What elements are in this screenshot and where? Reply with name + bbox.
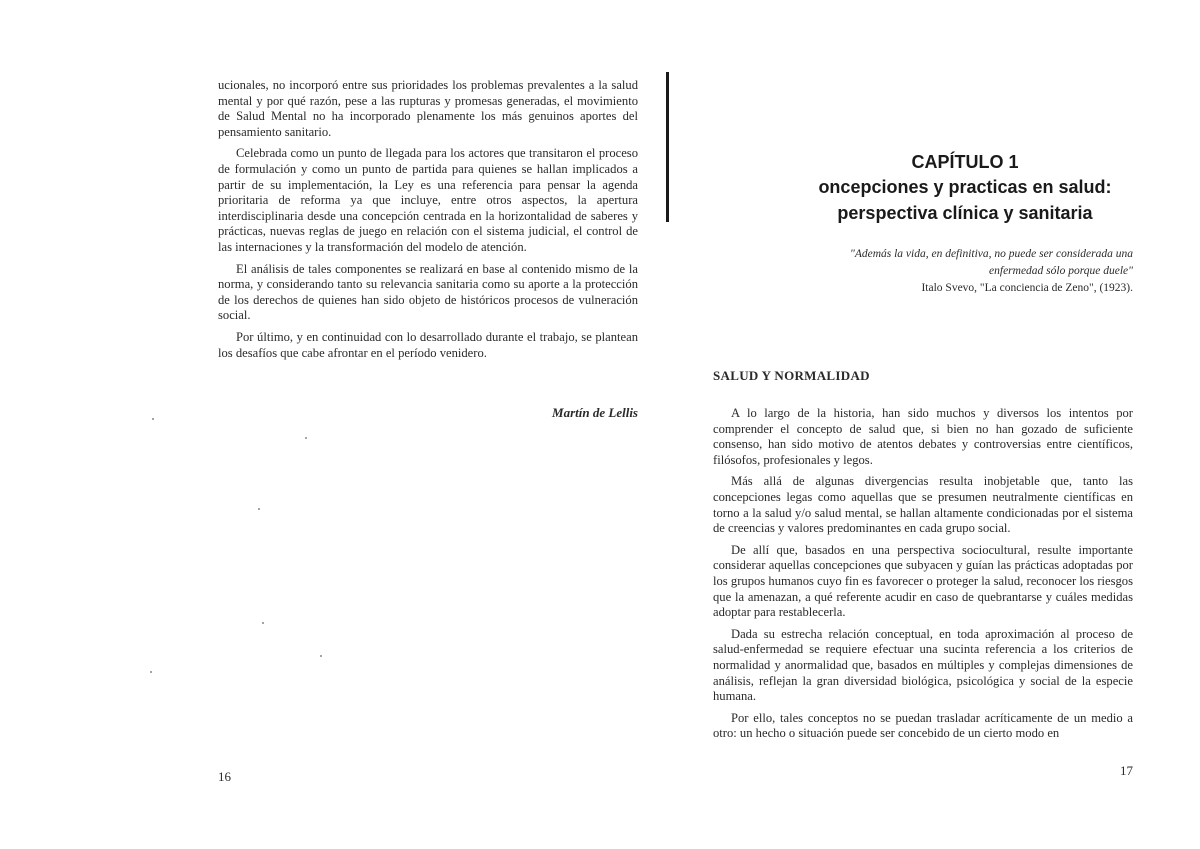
paragraph: ucionales, no incorporó entre sus prioridades los problemas prevalentes a la salud mental y por qué razón, pese a las rupturas y promesas generadas, el movimiento de Salud Mental no ha incorporado plenamente los más genuinos aportes del pensamiento sanitario.	[218, 78, 638, 139]
paragraph: Dada su estrecha relación conceptual, en toda aproximación al proceso de salud-enfermedad se requiere efectuar una sucinta referencia a los criterios de normalidad y anormalidad que, basados en múltiples y complejas dimensiones de análisis, reflejan la gran diversidad biológica, psicológica y social de la especie humana.	[713, 626, 1133, 704]
section-title: SALUD Y NORMALIDAD	[713, 368, 870, 383]
paragraph: Por ello, tales conceptos no se puedan trasladar acríticamente de un medio a otro: un hecho o situación puede ser concebido de un cierto modo en	[713, 710, 1133, 741]
chapter-number: CAPÍTULO 1	[911, 152, 1019, 172]
scan-speck	[152, 418, 154, 420]
page-number: 16	[218, 769, 231, 784]
scan-speck	[305, 437, 307, 439]
epigraph-quote-line: "Además la vida, en definitiva, no puede ser considerada una	[849, 248, 1133, 260]
right-page-body	[713, 406, 1133, 748]
epigraph-author: Italo Svevo, "La conciencia de Zeno", (1923).	[921, 282, 1133, 294]
chapter-title-line: oncepciones y practicas en salud:	[818, 177, 1112, 197]
scan-speck	[258, 508, 260, 510]
epigraph	[770, 246, 1133, 297]
right-page	[670, 0, 1200, 849]
epigraph-quote-line: enfermedad sólo porque duele"	[989, 265, 1133, 277]
paragraph: Celebrada como un punto de llegada para los actores que transitaron el proceso de formulación y como un punto de partida para quienes se hallan implicados a partir de su implementación, la Ley es una referencia para pensar la agenda prioritaria de reforma ya que incluye, entre otros aspectos, la apertura interdisciplinaria desde una concepción centrada en la horizontalidad de saberes y prácticas, nuevas reglas de juego en relación con el sistema judicial, el control de las internaciones y la transformación del modelo de atención.	[218, 146, 638, 254]
paragraph: A lo largo de la historia, han sido muchos y diversos los intentos por comprender el concepto de salud que, si bien no han gozado de suficiente consenso, han sido motivo de atentos debates y controversias entre científicos, filósofos, profesionales y legos.	[713, 406, 1133, 467]
page-number: 17	[1120, 763, 1133, 778]
scan-speck	[150, 671, 152, 673]
paragraph: Por último, y en continuidad con lo desarrollado durante el trabajo, se plantean los desafíos que cabe afrontar en el período venidero.	[218, 329, 638, 360]
paragraph: Más allá de algunas divergencias resulta inobjetable que, tanto las concepciones legas como aquellas que se presumen neutralmente científicas en torno a la salud y/o salud mental, se hallan altamente condicionadas por el sistema de creencias y valores predominantes en cada grupo social.	[713, 474, 1133, 536]
paragraph: El análisis de tales componentes se realizará en base al contenido mismo de la norma, y considerando tanto su relevancia sanitaria como su aporte a la protección de los derechos de quienes han sido objeto de históricos procesos de vulneración social.	[218, 261, 638, 323]
scan-speck	[320, 655, 322, 657]
paragraph: De allí que, basados en una perspectiva sociocultural, resulte importante considerar aquellas concepciones que subyacen y guían las prácticas adoptadas por los grupos humanos cuyo fin es favorecer o proteger la salud, reconocer los riesgos que la amenazan, a qué referente acudir en caso de quebrantarse y cuáles medidas adoptar para restablecerla.	[713, 542, 1133, 620]
book-gutter-line	[666, 72, 669, 222]
scan-speck	[262, 622, 264, 624]
chapter-heading	[730, 150, 1200, 226]
left-page-body	[218, 78, 638, 367]
author-signature: Martín de Lellis	[552, 405, 638, 420]
chapter-title-line: perspectiva clínica y sanitaria	[837, 203, 1093, 223]
